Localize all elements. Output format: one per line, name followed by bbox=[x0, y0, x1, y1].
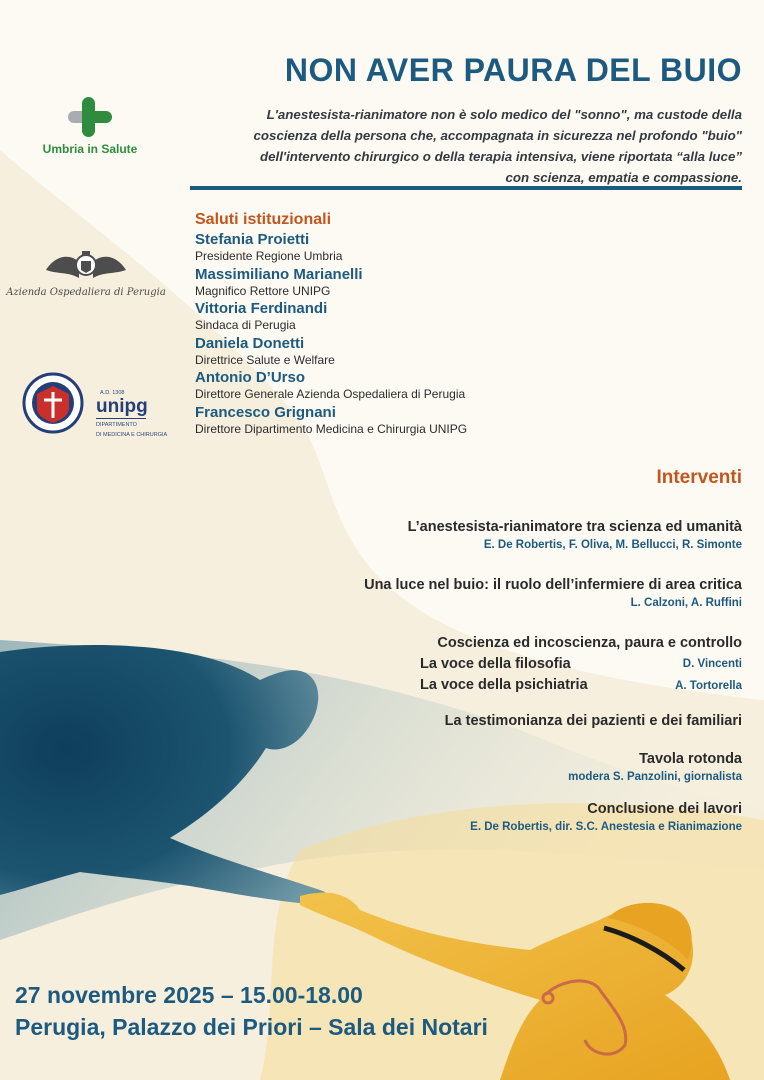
talk-speakers: L. Calzoni, A. Ruffini bbox=[630, 597, 742, 609]
talk-title: La testimonianza dei pazienti e dei familiari bbox=[444, 713, 742, 729]
intro-line-1: L'anestesista-rianimatore non è solo medico del "sonno", ma custode della bbox=[266, 107, 742, 122]
speaker-role: Magnifico Rettore UNIPG bbox=[195, 283, 331, 298]
event-date-time: 27 novembre 2025 – 15.00-18.00 bbox=[15, 982, 363, 1008]
talk-item bbox=[364, 575, 742, 611]
talk-speakers: modera S. Panzolini, giornalista bbox=[568, 771, 742, 783]
speaker-name: Massimiliano Marianelli bbox=[195, 265, 363, 283]
talk-title: Conclusione dei lavori bbox=[587, 801, 742, 817]
talk-item bbox=[568, 749, 742, 785]
umbria-in-salute-logo bbox=[40, 97, 140, 156]
umbria-logo-text: Umbria in Salute bbox=[42, 142, 138, 156]
unipg-department-line2: DI MEDICINA E CHIRURGIA bbox=[96, 432, 168, 439]
event-details bbox=[15, 979, 488, 1043]
health-cross-icon bbox=[64, 97, 116, 137]
speaker-entry bbox=[195, 334, 467, 369]
speaker-entry bbox=[195, 403, 467, 438]
subtalk-speaker: A. Tortorella bbox=[675, 680, 742, 692]
unipg-department-line1: DIPARTIMENTO bbox=[96, 422, 137, 429]
speaker-entry bbox=[195, 265, 467, 300]
azienda-logo-text: Azienda Ospedaliera di Perugia bbox=[6, 287, 166, 298]
speaker-name: Francesco Grignani bbox=[195, 403, 336, 421]
subtalk-title: La voce della filosofia bbox=[420, 656, 571, 672]
speaker-role: Sindaca di Perugia bbox=[195, 318, 296, 332]
unipg-logo bbox=[96, 390, 167, 439]
talk-speakers: E. De Robertis, dir. S.C. Anestesia e Rianimazione bbox=[470, 821, 742, 833]
intro-line-2: coscienza della persona che, accompagnata in sicurezza nel profondo "buio" bbox=[253, 128, 742, 143]
interventi-heading: Interventi bbox=[656, 467, 742, 488]
coat-of-arms-icon bbox=[41, 248, 131, 282]
unipg-wordmark: unipg bbox=[96, 396, 148, 417]
event-title: NON AVER PAURA DEL BUIO bbox=[284, 52, 742, 88]
speaker-entry bbox=[195, 230, 467, 265]
talk-title: Coscienza ed incoscienza, paura e controllo bbox=[437, 635, 742, 651]
speaker-name: Antonio D’Urso bbox=[195, 369, 305, 386]
talk-speakers: E. De Robertis, F. Oliva, M. Bellucci, R. Simonte bbox=[483, 539, 742, 551]
unipg-underline bbox=[96, 418, 146, 419]
subtalk-speaker: D. Vincenti bbox=[682, 658, 742, 670]
talk-title: Tavola rotonda bbox=[639, 751, 742, 767]
event-venue: Perugia, Palazzo dei Priori – Sala dei Notari bbox=[15, 1014, 488, 1040]
university-seal-icon bbox=[22, 372, 84, 434]
speaker-name: Daniela Donetti bbox=[195, 334, 305, 352]
speaker-role: Direttore Generale Azienda Ospedaliera di Perugia bbox=[195, 387, 466, 401]
subtalk-title: La voce della psichiatria bbox=[420, 677, 588, 693]
greetings-heading: Saluti istituzionali bbox=[195, 211, 332, 228]
title-divider bbox=[190, 186, 742, 190]
intro-line-3: dell'intervento chirurgico o della terapia intensiva, viene riportata “alla luce” bbox=[260, 149, 742, 164]
talk-item bbox=[470, 799, 742, 835]
intro-paragraph bbox=[222, 104, 742, 188]
talk-title: Una luce nel buio: il ruolo dell’infermiere di area critica bbox=[364, 577, 742, 593]
speaker-role: Direttore Dipartimento Medicina e Chirurgia UNIPG bbox=[195, 421, 468, 436]
speaker-role: Presidente Regione Umbria bbox=[195, 249, 343, 263]
speaker-entry bbox=[195, 368, 467, 403]
talk-item bbox=[445, 711, 742, 731]
speaker-name: Vittoria Ferdinandi bbox=[195, 300, 328, 317]
azienda-ospedaliera-logo bbox=[6, 248, 166, 298]
speaker-name: Stefania Proietti bbox=[195, 231, 310, 248]
speaker-role: Direttrice Salute e Welfare bbox=[195, 352, 335, 367]
speaker-entry bbox=[195, 299, 467, 334]
unipg-year: A.D. 1308 bbox=[100, 390, 125, 396]
talk-item bbox=[408, 517, 742, 553]
institutional-greetings bbox=[195, 211, 467, 437]
talk-title: L’anestesista-rianimatore tra scienza ed umanità bbox=[407, 519, 742, 535]
intro-line-4: con scienza, empatia e compassione. bbox=[505, 170, 742, 185]
